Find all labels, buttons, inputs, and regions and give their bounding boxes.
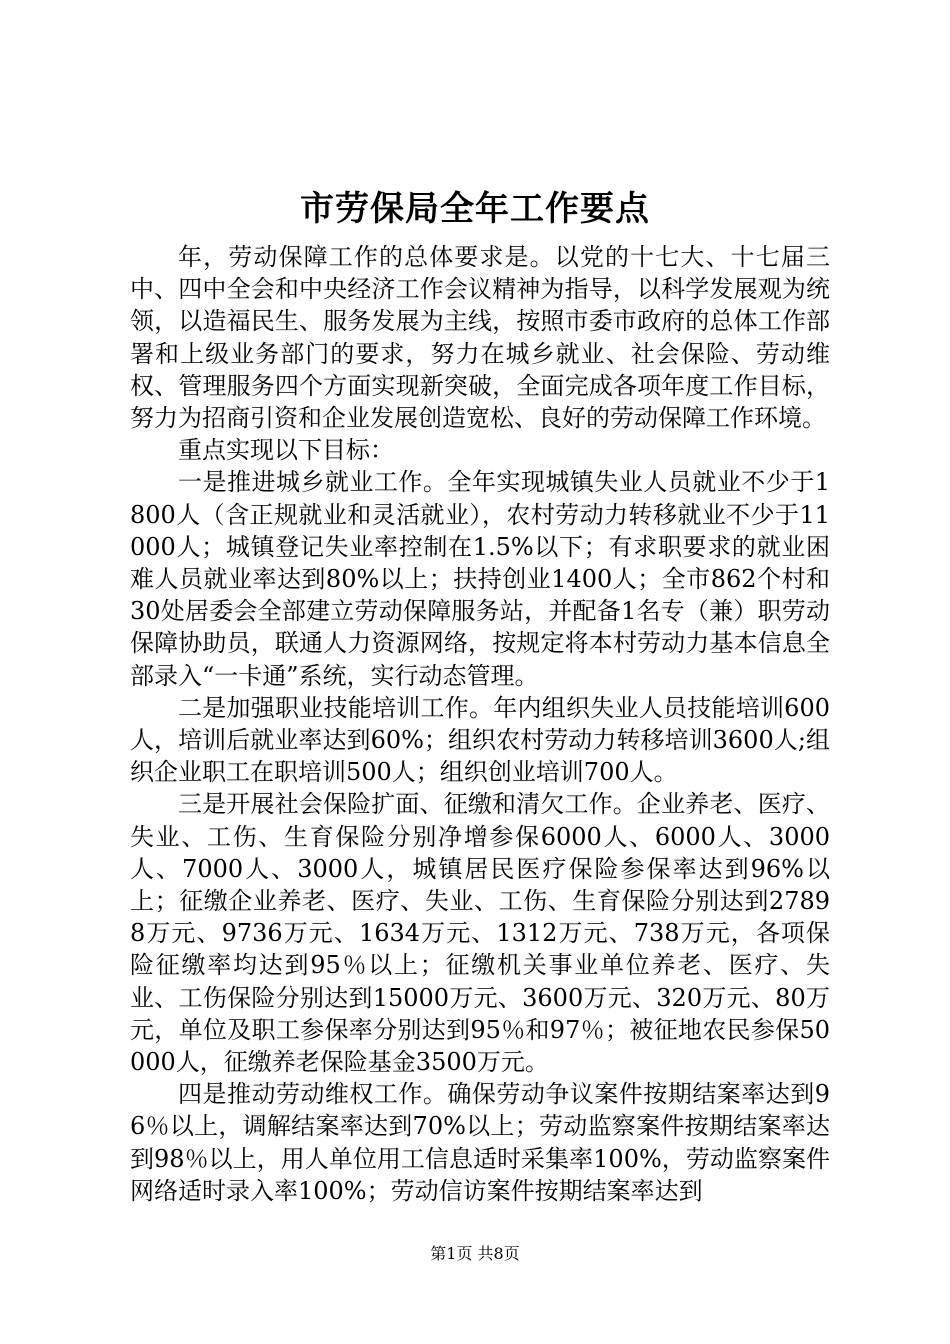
document-body — [130, 241, 830, 1207]
page-number-footer: 第1页 共8页 — [430, 1244, 520, 1263]
document-title: 市劳保局全年工作要点 — [300, 189, 650, 229]
paragraph-social-insurance: 三是开展社会保险扩面、征缴和清欠工作。企业养老、医疗、失业、工伤、生育保险分别净增参保6000人、6000人、3000人、7000人、3000人，城镇居民医疗保险参保率达到96%以上；征缴企业养老、医疗、失业、工伤、生育保险分别达到27898万元、9736万元、1634万元、1312万元、738万元，各项保险征缴率均达到95％以上；征缴机关事业单位养老、医疗、失业、工伤保险分别达到15000万元、3600万元、320万元、80万元，单位及职工参保率分别达到95％和97％；被征地农民参保50000人，征缴养老保险基金3500万元。 — [130, 790, 830, 1077]
paragraph-employment: 一是推进城乡就业工作。全年实现城镇失业人员就业不少于1800人（含正规就业和灵活就业），农村劳动力转移就业不少于11000人；城镇登记失业率控制在1.5%以下；有求职要求的就业困难人员就业率达到80%以上；扶持创业1400人；全市862个村和30处居委会全部建立劳动保障服务站，并配备1名专（兼）职劳动保障协助员，联通人力资源网络，按规定将本村劳动力基本信息全部录入“一卡通”系统，实行动态管理。 — [130, 468, 830, 690]
paragraph-skills-training: 二是加强职业技能培训工作。年内组织失业人员技能培训600人，培训后就业率达到60%；组织农村劳动力转移培训3600人;组织企业职工在职培训500人；组织创业培训700人。 — [130, 693, 830, 787]
paragraph-key-goals-intro: 重点实现以下目标： — [178, 436, 394, 465]
paragraph-labor-rights: 四是推动劳动维权工作。确保劳动争议案件按期结案率达到96％以上，调解结案率达到70%以上；劳动监察案件按期结案率达到98％以上，用人单位用工信息适时采集率100%，劳动监察案件网络适时录入率100%；劳动信访案件按期结案率达到 — [130, 1080, 830, 1205]
paragraph-general-requirements: 年，劳动保障工作的总体要求是。以党的十七大、十七届三中、四中全会和中央经济工作会议精神为指导，以科学发展观为统领，以造福民生、服务发展为主线，按照市委市政府的总体工作部署和上级业务部门的要求，努力在城乡就业、社会保险、劳动维权、管理服务四个方面实现新突破，全面完成各项年度工作目标，努力为招商引资和企业发展创造宽松、良好的劳动保障工作环境。 — [130, 243, 830, 433]
